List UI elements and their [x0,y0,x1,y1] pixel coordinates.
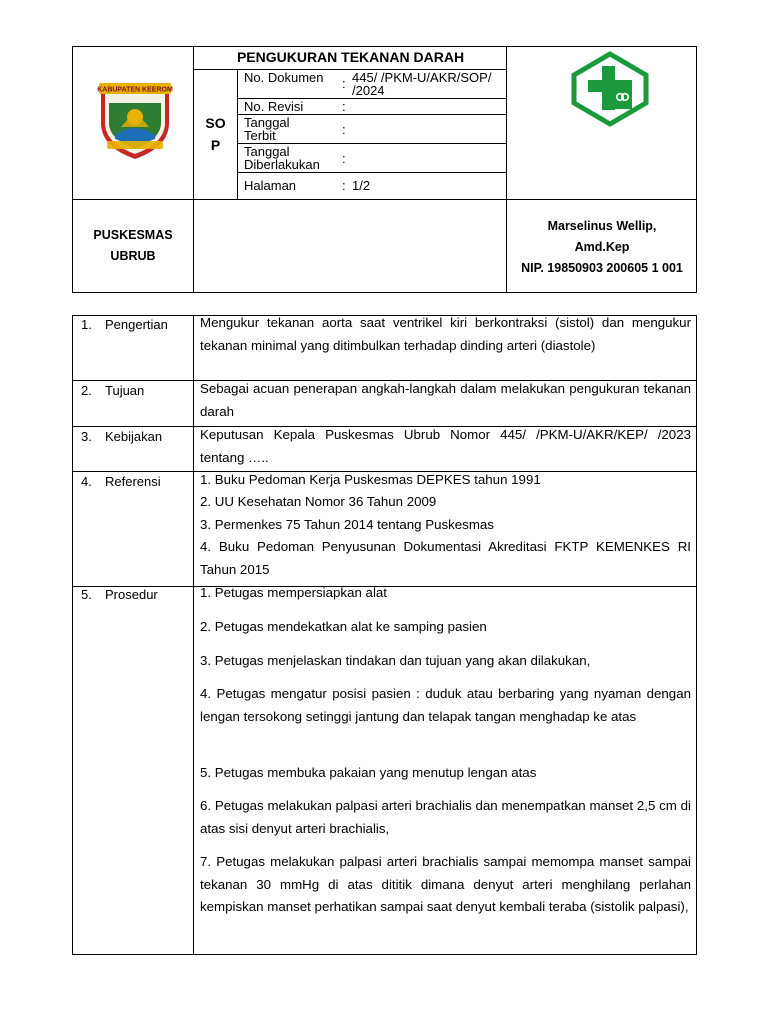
section-label-pengertian [81,317,168,333]
organization-text: PUSKESMAS UBRUB [93,228,173,263]
section-number: 5. [81,587,92,602]
divider [237,172,506,173]
procedure-step: 3. Petugas menjelaskan tindakan dan tujuan yang akan dilakukan, [200,653,591,668]
procedure-step: 6. Petugas melakukan palpasi arteri brachialis dan menempatkan manset 2,5 cm di atas sisi denyut arteri brachialis, [200,798,691,836]
meta-colon: : [342,76,346,91]
organization-name [73,199,193,293]
signer-name: Marselinus Wellip, [547,218,657,233]
procedure-step: 4. Petugas mengatur posisi pasien : duduk atau berbaring yang nyaman dengan lengan tersokong setinggi jantung dan telapak tangan menghadap ke atas [200,686,691,724]
meta-label: Tanggal Diberlakukan [244,144,320,172]
emblem-banner-text: KABUPATEN KEEROM [97,86,173,94]
section-title: Kebijakan [105,429,163,444]
signer-title: Amd.Kep [574,239,630,254]
meta-row-tanggal-terbit [238,116,506,143]
procedure-step: 5. Petugas membuka pakaian yang menutup lengan atas [200,765,537,780]
reference-item: 2. UU Kesehatan Nomor 36 Tahun 2009 [200,494,437,509]
kabupaten-keerom-emblem-icon [91,77,179,161]
meta-colon: : [342,122,346,137]
meta-row-halaman [238,179,506,193]
section-title: Pengertian [105,317,168,332]
divider [193,316,194,954]
meta-row-tanggal-diberlakukan [238,145,506,172]
meta-value: 1/2 [352,178,371,193]
procedure-step: 1. Petugas mempersiapkan alat [200,585,388,600]
section-text-pengertian: Mengukur tekanan aorta saat ventrikel kiri berkontraksi (sistol) dan mengukur tekanan minimal yang ditimbulkan terhadap dinding arteri (diastole) [200,315,691,353]
procedure-step: 7. Petugas melakukan palpasi arteri brachialis sampai memompa manset sampai tekanan 30 mmHg di atas dititik dimana denyut arteri menghilang perlahan kempiskan manset perhatikan sampai saat denyut kembali teraba (sistolik palpasi), [200,854,691,915]
section-title: Prosedur [105,587,158,602]
puskesmas-logo-icon [570,51,650,127]
signer-nip: NIP. 19850903 200605 1 001 [521,260,683,275]
meta-row-no-revisi [238,100,506,114]
meta-row-no-dokumen [238,71,506,98]
sop-content-table [72,315,697,955]
section-text-kebijakan: Keputusan Kepala Puskesmas Ubrub Nomor 445/ /PKM-U/AKR/KEP/ /2023 tentang ….. [200,427,691,465]
reference-item: 1. Buku Pedoman Kerja Puskesmas DEPKES tahun 1991 [200,472,541,487]
section-title: Tujuan [105,383,145,398]
section-number: 1. [81,317,92,332]
meta-colon: : [342,99,346,114]
meta-colon: : [342,151,346,166]
reference-item: 3. Permenkes 75 Tahun 2014 tentang Puskesmas [200,517,494,532]
procedure-step: 2. Petugas mendekatkan alat ke samping pasien [200,619,487,634]
meta-colon: : [342,178,346,193]
sop-label [194,69,237,199]
meta-label: No. Dokumen [244,70,324,85]
meta-value: 445/ /PKM-U/AKR/SOP/ /2024 [352,70,492,98]
meta-label: Halaman [244,178,297,193]
section-label-referensi [81,474,161,490]
sop-header [72,46,697,293]
section-number: 3. [81,429,92,444]
section-number: 2. [81,383,92,398]
section-label-kebijakan [81,429,162,445]
meta-label: Tanggal Terbit [244,115,290,143]
meta-label: No. Revisi [244,99,304,114]
document-title: PENGUKURAN TEKANAN DARAH [236,49,465,65]
reference-item: 4. Buku Pedoman Penyusunan Dokumentasi Akreditasi FKTP KEMENKES RI Tahun 2015 [200,539,691,577]
section-number: 4. [81,474,92,489]
signer-block [507,199,697,293]
sop-text: SOP [205,115,226,153]
section-label-tujuan [81,383,144,399]
section-text-tujuan: Sebagai acuan penerapan angkah-langkah dalam melakukan pengukuran tekanan darah [200,381,691,419]
section-title: Referensi [105,474,161,489]
section-label-prosedur [81,587,158,603]
